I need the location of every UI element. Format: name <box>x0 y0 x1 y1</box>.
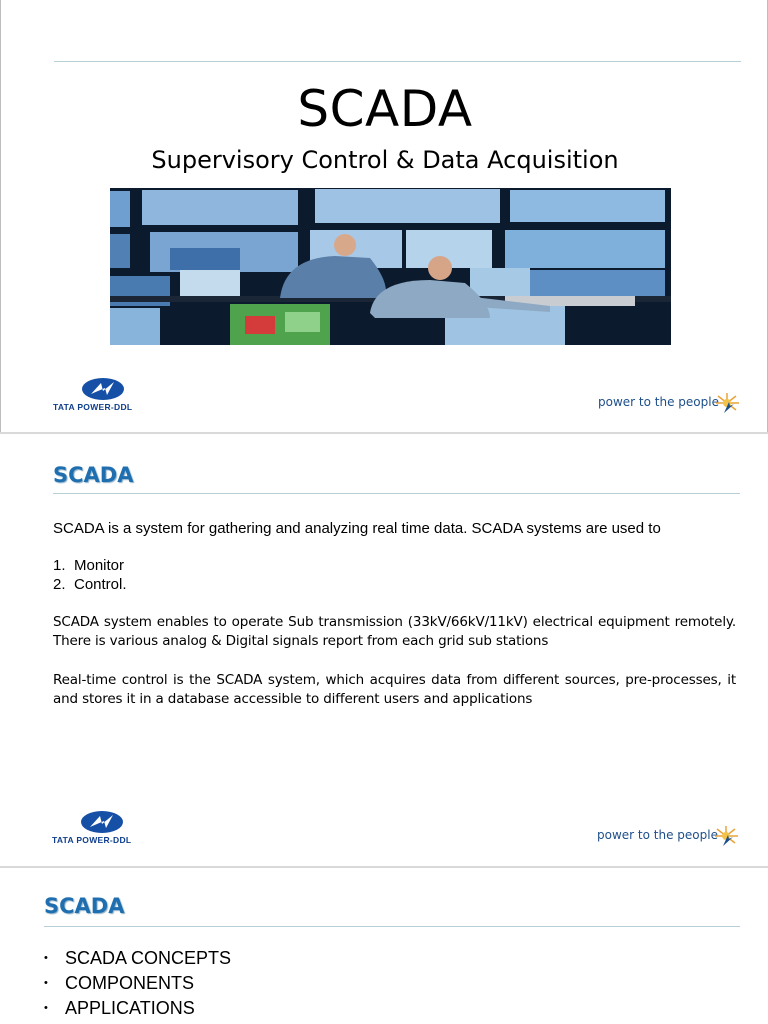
logo-wordmark: TATA POWER-DDL <box>53 402 133 412</box>
slide-subtitle: Supervisory Control & Data Acquisition <box>151 146 619 174</box>
control-room-photo <box>110 188 671 345</box>
heading-divider <box>44 926 740 927</box>
top-divider <box>54 61 741 62</box>
paragraph-realtime-control: Real-time control is the SCADA system, which acquires data from different sources, pre-processes, it and stores it in a database accessible to different users and applications <box>53 672 736 707</box>
heading-divider <box>53 493 740 494</box>
intro-text: SCADA is a system for gathering and analyzing real time data. SCADA systems are used to <box>53 520 661 537</box>
logo-wordmark: TATA POWER-DDL <box>52 835 132 845</box>
slide-title <box>0 0 768 432</box>
usage-list <box>53 556 127 594</box>
contents-list <box>44 946 231 1021</box>
sunburst-icon <box>714 392 740 414</box>
paragraph-remote-operation: SCADA system enables to operate Sub transmission (33kV/66kV/11kV) electrical equipment remotely. There is various analog & Digital signals report from each grid sub stations <box>53 614 736 649</box>
list-item: • COMPONENTS <box>44 973 195 993</box>
sunburst-icon <box>713 825 739 847</box>
tata-logo-icon <box>80 810 124 834</box>
tata-logo-icon <box>81 377 125 401</box>
slide-heading: SCADA <box>53 463 134 487</box>
tagline: power to the people <box>597 828 718 842</box>
slide-title-text: SCADA <box>297 80 473 138</box>
list-item: 2. Control. <box>53 576 127 593</box>
list-item: • SCADA CONCEPTS <box>44 948 232 968</box>
tata-power-logo <box>53 377 153 417</box>
tagline: power to the people <box>598 395 719 409</box>
list-item: • APPLICATIONS <box>44 998 195 1018</box>
tata-power-logo <box>52 810 152 850</box>
slide-heading: SCADA <box>44 894 125 918</box>
list-item: 1. Monitor <box>53 557 125 574</box>
